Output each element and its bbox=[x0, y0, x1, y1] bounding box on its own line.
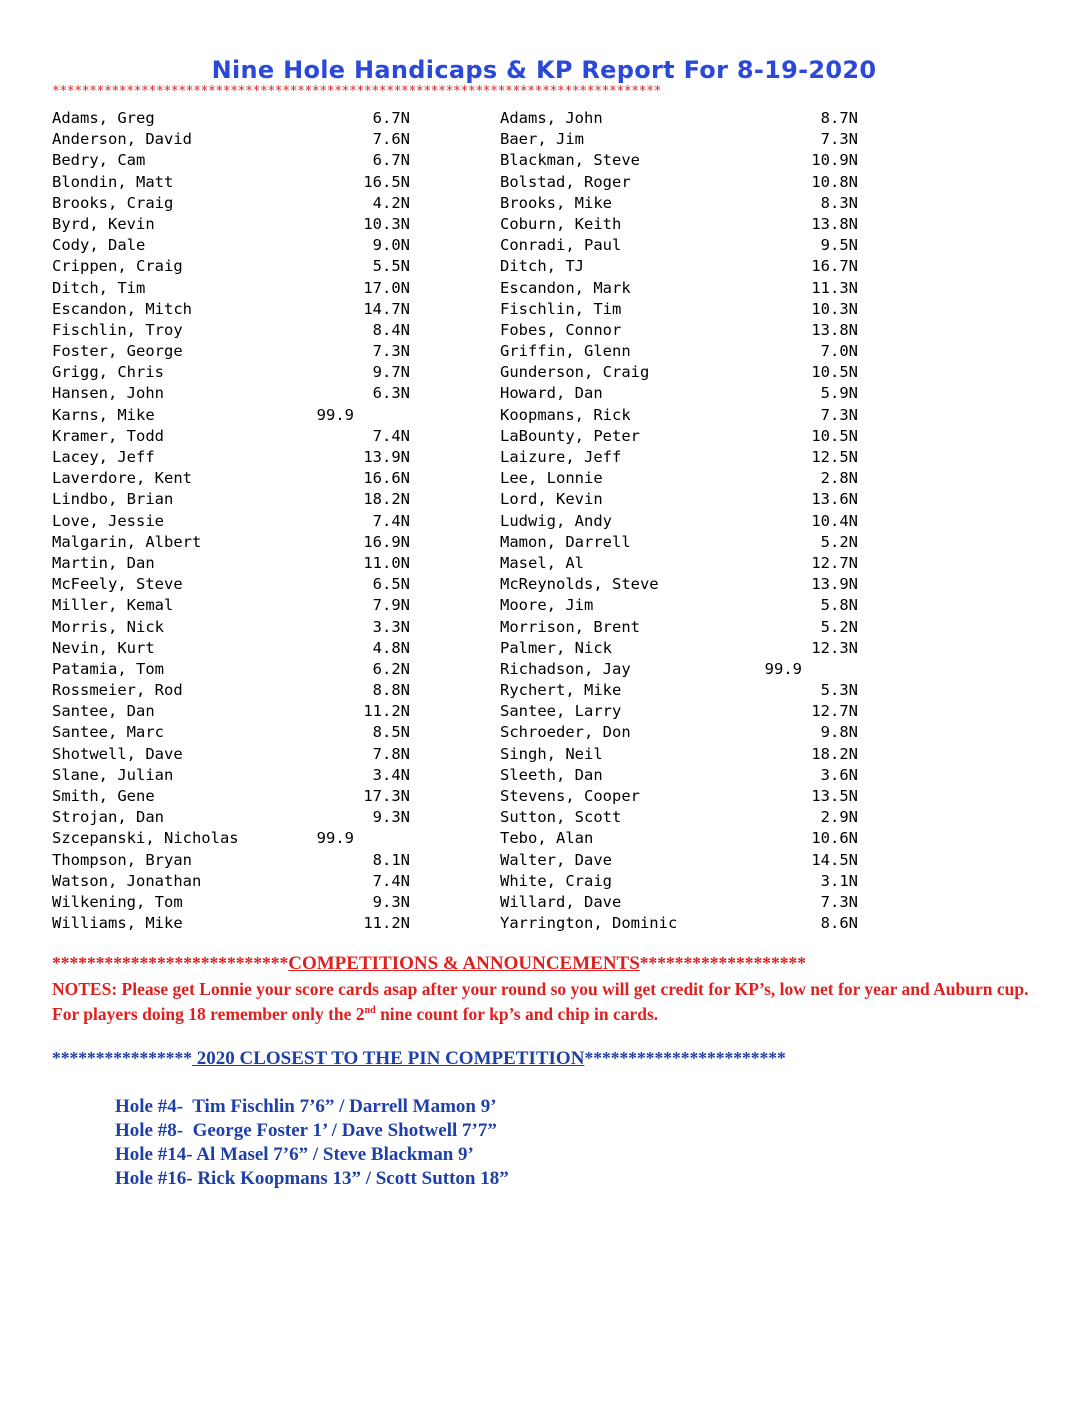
handicap-value: 12.7N bbox=[811, 553, 858, 572]
roster-row bbox=[500, 426, 860, 447]
roster-row bbox=[500, 765, 860, 786]
handicap-value: 3.3N bbox=[372, 617, 410, 636]
player-name: Malgarin, Albert bbox=[52, 532, 202, 551]
kp-result-hole-14: Hole #14- Al Masel 7’6” / Steve Blackman 9’ bbox=[115, 1144, 474, 1165]
handicap-value: 6.3N bbox=[372, 384, 410, 403]
roster-row bbox=[52, 362, 412, 383]
player-name: Sleeth, Dan bbox=[500, 765, 603, 784]
roster-row bbox=[52, 617, 412, 638]
player-name: Coburn, Keith bbox=[500, 214, 622, 233]
roster-row bbox=[52, 744, 412, 765]
handicap-value: 14.5N bbox=[811, 850, 858, 869]
roster-row bbox=[52, 108, 412, 129]
player-name: Rossmeier, Rod bbox=[52, 681, 183, 700]
kp-heading: 2020 CLOSEST TO THE PIN COMPETITION bbox=[192, 1048, 585, 1069]
stars-right: *********************** bbox=[584, 1048, 786, 1068]
roster-row bbox=[52, 913, 412, 934]
player-name: Love, Jessie bbox=[52, 511, 164, 530]
player-name: Ditch, TJ bbox=[500, 257, 584, 276]
handicap-value: 8.7N bbox=[820, 109, 858, 127]
handicap-value: 12.7N bbox=[811, 702, 858, 721]
notes-text-2: nine count for kp’s and chip in cards. bbox=[375, 1004, 659, 1024]
player-name: Ditch, Tim bbox=[52, 278, 146, 297]
roster-row bbox=[500, 193, 860, 214]
notes-paragraph bbox=[52, 977, 1042, 1027]
handicap-value: 13.8N bbox=[811, 320, 858, 339]
player-name: Morris, Nick bbox=[52, 617, 164, 636]
player-name: Kramer, Todd bbox=[52, 426, 164, 445]
handicap-value: 14.7N bbox=[363, 299, 410, 318]
handicap-value: 11.0N bbox=[363, 553, 410, 572]
player-name: Laverdore, Kent bbox=[52, 469, 192, 488]
player-name: Crippen, Craig bbox=[52, 257, 183, 276]
roster-row bbox=[52, 850, 412, 871]
competitions-header bbox=[52, 953, 806, 975]
player-name: Lee, Lonnie bbox=[500, 469, 603, 488]
handicap-value: 6.5N bbox=[372, 575, 410, 594]
handicap-value: 8.5N bbox=[372, 723, 410, 742]
roster-row bbox=[500, 680, 860, 701]
roster-row bbox=[52, 574, 412, 595]
handicap-value: 2.9N bbox=[820, 808, 858, 827]
player-name: Martin, Dan bbox=[52, 553, 155, 572]
roster-row bbox=[500, 595, 860, 616]
roster-row bbox=[500, 489, 860, 510]
handicap-value: 9.7N bbox=[372, 363, 410, 382]
roster-row bbox=[500, 108, 860, 129]
roster-row bbox=[52, 786, 412, 807]
roster-row bbox=[500, 468, 860, 489]
player-name: Miller, Kemal bbox=[52, 596, 174, 615]
player-name: Byrd, Kevin bbox=[52, 214, 155, 233]
handicap-value: 8.3N bbox=[820, 193, 858, 212]
handicap-value: 9.3N bbox=[372, 892, 410, 911]
handicap-value: 4.2N bbox=[372, 193, 410, 212]
handicap-value: 5.2N bbox=[820, 532, 858, 551]
roster-row bbox=[52, 299, 412, 320]
roster-row bbox=[500, 405, 860, 426]
player-name: Lacey, Jeff bbox=[52, 448, 155, 466]
player-name: Santee, Larry bbox=[500, 702, 622, 721]
roster-row bbox=[52, 701, 412, 722]
roster-row bbox=[500, 828, 860, 849]
handicap-value: 7.0N bbox=[820, 342, 858, 361]
handicap-value: 7.3N bbox=[372, 342, 410, 361]
roster-row bbox=[500, 172, 860, 193]
handicap-value: 10.6N bbox=[811, 829, 858, 848]
roster-row bbox=[500, 511, 860, 532]
roster-row bbox=[500, 341, 860, 362]
handicap-value: 16.9N bbox=[363, 532, 410, 551]
roster-row bbox=[500, 722, 860, 743]
handicap-value: 5.5N bbox=[372, 257, 410, 276]
star-separator: ********************************************************************************** bbox=[52, 84, 661, 99]
roster-row bbox=[500, 871, 860, 892]
handicap-value: 5.9N bbox=[820, 384, 858, 403]
roster-row bbox=[52, 383, 412, 404]
player-name: Anderson, David bbox=[52, 130, 192, 149]
handicap-value: 18.2N bbox=[363, 490, 410, 509]
handicap-value: 13.9N bbox=[363, 448, 410, 466]
player-name: Moore, Jim bbox=[500, 596, 594, 615]
player-name: Morrison, Brent bbox=[500, 617, 640, 636]
stars-left: *************************** bbox=[52, 953, 289, 973]
handicap-value: 7.4N bbox=[372, 511, 410, 530]
handicap-value: 10.9N bbox=[811, 151, 858, 170]
handicap-value: 6.2N bbox=[372, 659, 410, 678]
roster-row bbox=[52, 722, 412, 743]
roster-row bbox=[52, 638, 412, 659]
roster-row bbox=[52, 405, 412, 426]
handicap-value: 16.7N bbox=[811, 257, 858, 276]
player-name: Fobes, Connor bbox=[500, 320, 622, 339]
handicap-value: 9.5N bbox=[820, 236, 858, 255]
roster-row bbox=[500, 744, 860, 765]
roster-row bbox=[52, 447, 412, 468]
player-name: Griffin, Glenn bbox=[500, 342, 631, 361]
roster-row bbox=[500, 214, 860, 235]
player-name: Yarrington, Dominic bbox=[500, 914, 678, 933]
roster-row bbox=[52, 807, 412, 828]
roster-row bbox=[52, 892, 412, 913]
kp-result-hole-16: Hole #16- Rick Koopmans 13” / Scott Sutton 18” bbox=[115, 1168, 509, 1189]
player-name: Masel, Al bbox=[500, 553, 584, 572]
player-name: Walter, Dave bbox=[500, 850, 612, 869]
roster-row bbox=[500, 913, 860, 934]
player-name: White, Craig bbox=[500, 871, 612, 890]
handicap-value: 11.3N bbox=[811, 278, 858, 297]
player-name: Santee, Dan bbox=[52, 702, 155, 721]
roster-row bbox=[500, 892, 860, 913]
kp-results-list bbox=[115, 1095, 509, 1191]
player-name: McFeely, Steve bbox=[52, 575, 183, 594]
roster-row bbox=[52, 871, 412, 892]
handicap-value: 7.3N bbox=[820, 405, 858, 424]
handicap-value: 8.8N bbox=[372, 681, 410, 700]
handicap-value: 7.4N bbox=[372, 426, 410, 445]
player-name: Foster, George bbox=[52, 342, 183, 361]
roster-row bbox=[52, 659, 412, 680]
notes-text-1: NOTES: Please get Lonnie your score cards asap after your round so you will get credit for KP’s, low net for year and Auburn cup. For players doing 18 remember only the 2 bbox=[52, 979, 1029, 1024]
player-name: Rychert, Mike bbox=[500, 681, 622, 700]
roster-row bbox=[52, 214, 412, 235]
roster-row bbox=[52, 172, 412, 193]
player-name: Tebo, Alan bbox=[500, 829, 594, 848]
roster-row bbox=[500, 553, 860, 574]
player-name: McReynolds, Steve bbox=[500, 575, 659, 594]
handicap-value: 6.7N bbox=[372, 109, 410, 127]
roster-row bbox=[52, 553, 412, 574]
handicap-value: 18.2N bbox=[811, 744, 858, 763]
roster-row bbox=[52, 828, 412, 849]
handicap-value: 2.8N bbox=[820, 469, 858, 488]
handicap-value: 3.6N bbox=[820, 765, 858, 784]
player-name: Fischlin, Troy bbox=[52, 320, 183, 339]
notes-superscript: nd bbox=[364, 1005, 376, 1017]
roster-row bbox=[52, 680, 412, 701]
handicap-value: 17.0N bbox=[363, 278, 410, 297]
handicap-value: 12.3N bbox=[811, 638, 858, 657]
roster-row bbox=[500, 807, 860, 828]
player-name: Laizure, Jeff bbox=[500, 448, 622, 466]
handicap-value: 7.8N bbox=[372, 744, 410, 763]
roster-row bbox=[52, 235, 412, 256]
roster-row bbox=[500, 129, 860, 150]
page-title: Nine Hole Handicaps & KP Report For 8-19-2020 bbox=[211, 56, 877, 84]
roster-row bbox=[500, 256, 860, 277]
stars-left: **************** bbox=[52, 1048, 192, 1068]
roster-row bbox=[52, 511, 412, 532]
player-name: Bedry, Cam bbox=[52, 151, 146, 170]
handicap-value: 17.3N bbox=[363, 787, 410, 805]
kp-result-hole-4: Hole #4- Tim Fischlin 7’6” / Darrell Mamon 9’ bbox=[115, 1096, 497, 1117]
player-name: Richadson, Jay bbox=[500, 659, 631, 678]
player-name: Slane, Julian bbox=[52, 765, 174, 784]
handicap-value: 7.3N bbox=[820, 130, 858, 149]
handicap-value: 11.2N bbox=[363, 914, 410, 933]
roster-row bbox=[500, 617, 860, 638]
kp-result-hole-8: Hole #8- George Foster 1’ / Dave Shotwell 7’7” bbox=[115, 1120, 497, 1141]
roster-row bbox=[52, 595, 412, 616]
player-name: Palmer, Nick bbox=[500, 638, 612, 657]
handicap-value: 10.5N bbox=[811, 426, 858, 445]
player-name: Patamia, Tom bbox=[52, 659, 164, 678]
player-name: Blondin, Matt bbox=[52, 172, 174, 191]
player-name: Watson, Jonathan bbox=[52, 871, 202, 890]
handicap-value: 3.1N bbox=[820, 871, 858, 890]
roster-row bbox=[500, 786, 860, 807]
player-name: Howard, Dan bbox=[500, 384, 603, 403]
handicap-value: 16.5N bbox=[363, 172, 410, 191]
handicap-value: 13.6N bbox=[811, 490, 858, 509]
handicap-value: 5.3N bbox=[820, 681, 858, 700]
roster-row bbox=[52, 129, 412, 150]
player-name: Bolstad, Roger bbox=[500, 172, 631, 191]
roster-row bbox=[500, 574, 860, 595]
player-name: Singh, Neil bbox=[500, 744, 603, 763]
player-name: Blackman, Steve bbox=[500, 151, 640, 170]
handicap-value: 8.6N bbox=[820, 914, 858, 933]
handicap-value: 7.4N bbox=[372, 871, 410, 890]
player-name: Willard, Dave bbox=[500, 892, 622, 911]
handicap-value: 11.2N bbox=[363, 702, 410, 721]
roster-row bbox=[500, 638, 860, 659]
roster-row bbox=[52, 341, 412, 362]
handicap-value: 5.2N bbox=[820, 617, 858, 636]
handicap-value: 13.5N bbox=[811, 787, 858, 805]
handicap-value: 10.3N bbox=[811, 299, 858, 318]
handicap-value: 8.4N bbox=[372, 320, 410, 339]
handicap-value: 99.9 bbox=[316, 829, 354, 848]
roster-row bbox=[500, 299, 860, 320]
handicap-value: 9.8N bbox=[820, 723, 858, 742]
player-name: Santee, Marc bbox=[52, 723, 164, 742]
roster-row bbox=[500, 659, 860, 680]
handicap-value: 16.6N bbox=[363, 469, 410, 488]
player-name: Escandon, Mark bbox=[500, 278, 631, 297]
player-name: Cody, Dale bbox=[52, 236, 146, 255]
roster-row bbox=[500, 320, 860, 341]
handicap-value: 9.0N bbox=[372, 236, 410, 255]
kp-header bbox=[52, 1048, 786, 1070]
handicap-value: 10.5N bbox=[811, 363, 858, 382]
player-name: Hansen, John bbox=[52, 384, 164, 403]
player-name: Sutton, Scott bbox=[500, 808, 622, 827]
roster-row bbox=[52, 765, 412, 786]
handicap-value: 7.9N bbox=[372, 596, 410, 615]
handicap-value: 13.9N bbox=[811, 575, 858, 594]
player-name: Gunderson, Craig bbox=[500, 363, 650, 382]
player-name: Schroeder, Don bbox=[500, 723, 631, 742]
roster-row bbox=[500, 447, 860, 468]
roster-row bbox=[52, 278, 412, 299]
roster-row bbox=[500, 383, 860, 404]
player-name: Smith, Gene bbox=[52, 787, 155, 805]
player-name: Baer, Jim bbox=[500, 130, 584, 149]
roster-row bbox=[500, 532, 860, 553]
roster-row bbox=[52, 193, 412, 214]
player-name: Lindbo, Brian bbox=[52, 490, 174, 509]
player-name: Brooks, Craig bbox=[52, 193, 174, 212]
handicap-value: 7.3N bbox=[820, 892, 858, 911]
handicap-value: 99.9 bbox=[764, 659, 802, 678]
handicap-value: 4.8N bbox=[372, 638, 410, 657]
roster-row bbox=[52, 256, 412, 277]
roster-row bbox=[52, 489, 412, 510]
roster-row bbox=[500, 150, 860, 171]
handicap-value: 12.5N bbox=[811, 448, 858, 466]
player-name: Lord, Kevin bbox=[500, 490, 603, 509]
player-name: Grigg, Chris bbox=[52, 363, 164, 382]
player-name: Brooks, Mike bbox=[500, 193, 612, 212]
player-name: Escandon, Mitch bbox=[52, 299, 192, 318]
player-name: Adams, John bbox=[500, 109, 603, 127]
roster-row bbox=[500, 278, 860, 299]
handicap-value: 10.4N bbox=[811, 511, 858, 530]
handicap-value: 5.8N bbox=[820, 596, 858, 615]
player-name: Koopmans, Rick bbox=[500, 405, 631, 424]
player-name: Mamon, Darrell bbox=[500, 532, 631, 551]
player-name: Szcepanski, Nicholas bbox=[52, 829, 239, 848]
handicap-value: 10.3N bbox=[363, 214, 410, 233]
player-name: LaBounty, Peter bbox=[500, 426, 640, 445]
roster-row bbox=[500, 850, 860, 871]
roster-row bbox=[500, 362, 860, 383]
handicap-value: 6.7N bbox=[372, 151, 410, 170]
handicap-value: 10.8N bbox=[811, 172, 858, 191]
handicap-value: 7.6N bbox=[372, 130, 410, 149]
roster-row bbox=[500, 701, 860, 722]
roster-row bbox=[52, 532, 412, 553]
player-name: Stevens, Cooper bbox=[500, 787, 640, 805]
roster-row bbox=[52, 150, 412, 171]
player-name: Karns, Mike bbox=[52, 405, 155, 424]
player-name: Adams, Greg bbox=[52, 109, 155, 127]
handicap-value: 99.9 bbox=[316, 405, 354, 424]
player-name: Conradi, Paul bbox=[500, 236, 622, 255]
roster-row bbox=[52, 426, 412, 447]
player-name: Ludwig, Andy bbox=[500, 511, 612, 530]
player-name: Strojan, Dan bbox=[52, 808, 164, 827]
roster-row bbox=[52, 468, 412, 489]
player-name: Williams, Mike bbox=[52, 914, 183, 933]
player-name: Wilkening, Tom bbox=[52, 892, 183, 911]
handicap-value: 3.4N bbox=[372, 765, 410, 784]
roster-left-column bbox=[52, 108, 412, 934]
stars-right: ******************* bbox=[639, 953, 807, 973]
handicap-value: 13.8N bbox=[811, 214, 858, 233]
handicap-value: 9.3N bbox=[372, 808, 410, 827]
player-name: Nevin, Kurt bbox=[52, 638, 155, 657]
player-name: Thompson, Bryan bbox=[52, 850, 192, 869]
roster-right-column bbox=[500, 108, 860, 934]
handicap-value: 8.1N bbox=[372, 850, 410, 869]
competitions-heading: COMPETITIONS & ANNOUNCEMENTS bbox=[288, 953, 640, 974]
player-name: Shotwell, Dave bbox=[52, 744, 183, 763]
roster-row bbox=[52, 320, 412, 341]
roster-row bbox=[500, 235, 860, 256]
player-name: Fischlin, Tim bbox=[500, 299, 622, 318]
